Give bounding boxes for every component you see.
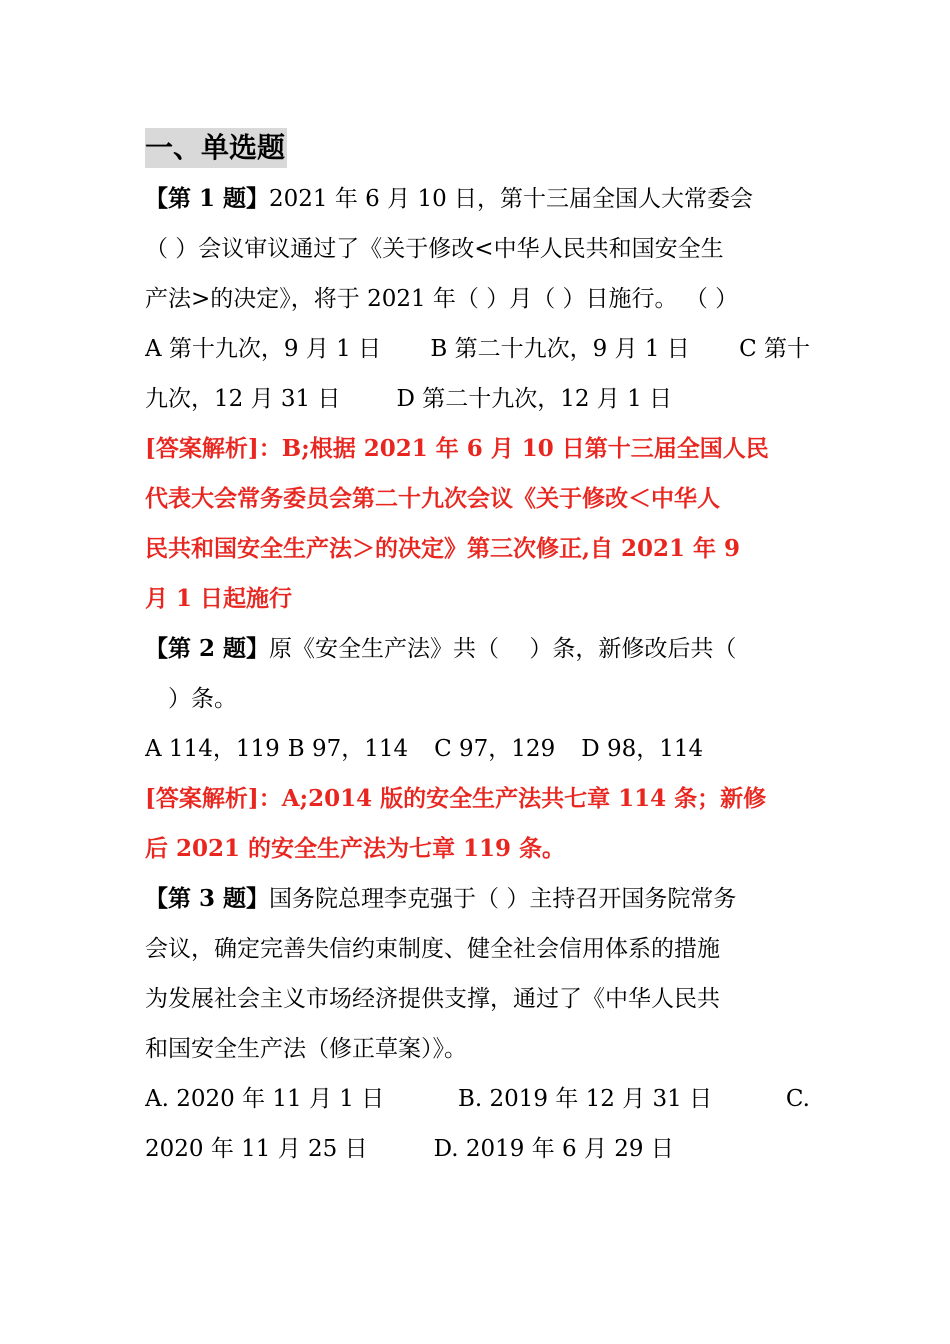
q3-option-a: A. 2020 年 11 月 1 日 xyxy=(145,1086,385,1112)
q1-answer-line-4: 月 1 日起施行 xyxy=(145,585,293,612)
q2-line-1 xyxy=(145,624,810,674)
q2-answer-line-2: 后 2021 的安全生产法为七章 119 条。 xyxy=(145,835,566,862)
q1-line-1 xyxy=(145,174,810,224)
q1-answer-line-1: [答案解析]：B;根据 2021 年 6 月 10 日第十三届全国人民 xyxy=(145,435,769,462)
q1-answer-line-3: 民共和国安全生产法＞的决定》第三次修正,自 2021 年 9 xyxy=(145,535,741,562)
q1-option-c-end: 九次，12 月 31 日 xyxy=(145,386,341,412)
q3-label: 【第 3 题】 xyxy=(145,885,270,912)
document-page xyxy=(145,128,810,1174)
q1-option-d: D 第二十九次，12 月 1 日 xyxy=(396,386,673,412)
q2-stem-1: 原《安全生产法》共（ ）条，新修改后共（ xyxy=(269,636,737,662)
q3-options-row-1 xyxy=(145,1074,810,1124)
q3-line-1 xyxy=(145,874,810,924)
q1-option-b: B 第二十九次，9 月 1 日 xyxy=(430,336,690,362)
q3-options-row-2 xyxy=(145,1124,810,1174)
q3-stem-3: 为发展社会主义市场经济提供支撑，通过了《中华人民共 xyxy=(145,986,720,1012)
q3-option-d: D. 2019 年 6 月 29 日 xyxy=(433,1136,674,1162)
section-title: 一、单选题 xyxy=(145,128,287,168)
q2-options-row xyxy=(145,724,810,774)
q1-stem-2: （ ）会议审议通过了《关于修改<中华人民共和国安全生 xyxy=(145,236,724,262)
q1-options-row-1 xyxy=(145,324,810,374)
q2-option-d: D 98，114 xyxy=(581,736,704,762)
q2-option-c: C 97，129 xyxy=(434,736,556,762)
q1-options-row-2 xyxy=(145,374,810,424)
q1-stem-1: 2021 年 6 月 10 日，第十三届全国人大常委会 xyxy=(269,186,754,212)
q2-option-a: A 114，119 xyxy=(145,736,280,762)
q3-stem-1: 国务院总理李克强于（ ）主持召开国务院常务 xyxy=(269,886,737,912)
q1-option-a: A 第十九次，9 月 1 日 xyxy=(145,336,382,362)
q3-stem-2: 会议，确定完善失信约束制度、健全社会信用体系的措施 xyxy=(145,936,720,962)
q1-stem-3: 产法>的决定》，将于 2021 年（ ）月（ ）日施行。 （ ） xyxy=(145,286,739,312)
q3-option-c-start: C. xyxy=(785,1086,810,1112)
q3-option-c-end: 2020 年 11 月 25 日 xyxy=(145,1136,368,1162)
q3-stem-4: 和国安全生产法（修正草案）》。 xyxy=(145,1036,467,1062)
q1-option-c-start: C 第十 xyxy=(739,336,810,362)
q2-label: 【第 2 题】 xyxy=(145,635,270,662)
q2-stem-2: ）条。 xyxy=(145,686,237,712)
q1-label: 【第 1 题】 xyxy=(145,185,270,212)
q3-option-b: B. 2019 年 12 月 31 日 xyxy=(457,1086,713,1112)
q1-answer-line-2: 代表大会常务委员会第二十九次会议《关于修改＜中华人 xyxy=(145,485,720,512)
q2-option-b: B 97，114 xyxy=(287,736,409,762)
q2-answer-line-1: [答案解析]：A;2014 版的安全生产法共七章 114 条；新修 xyxy=(145,785,767,812)
